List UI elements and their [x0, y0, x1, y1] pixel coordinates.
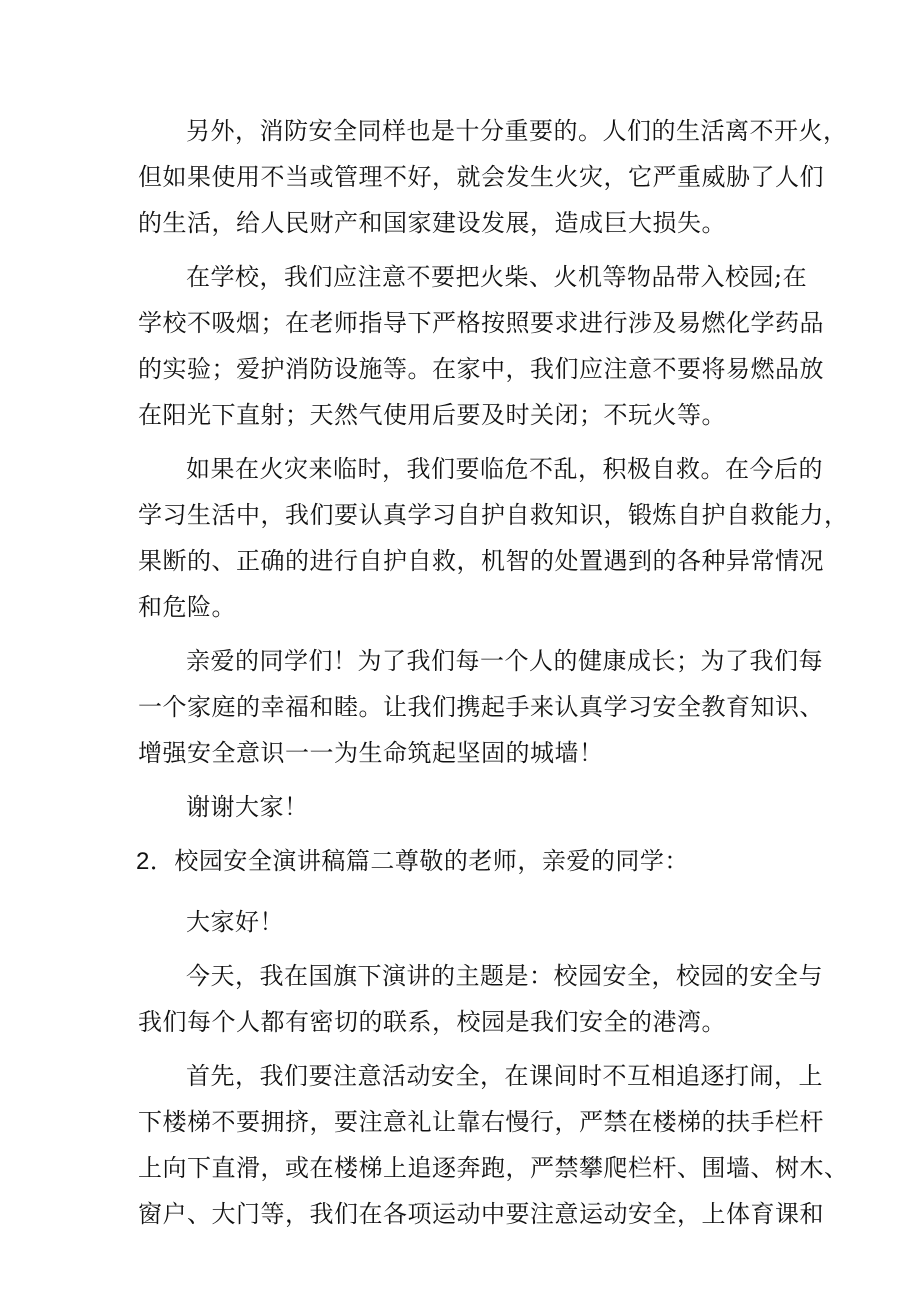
- section-campus-safety: [138, 899, 849, 1237]
- section-number: 2: [136, 848, 150, 875]
- text-line: 我们每个人都有密切的联系，校园是我们安全的港湾。: [138, 1008, 726, 1036]
- text-line: 谢谢大家！: [186, 793, 309, 821]
- section-heading-text: ．校园安全演讲稿篇二尊敬的老师，亲爱的同学：: [149, 847, 689, 875]
- text-line: 亲爱的同学们！为了我们每一个人的健康成长；为了我们每: [186, 647, 823, 675]
- paragraph-self-rescue: [138, 446, 849, 630]
- text-line: 一个家庭的幸福和睦。让我们携起手来认真学习安全教育知识、: [138, 693, 824, 721]
- paragraph-activity-safety: [138, 1053, 849, 1237]
- paragraph-call-to-action: [138, 638, 824, 776]
- paragraph-greeting: [138, 899, 788, 945]
- text-line: 的实验；爱护消防设施等。在家中，我们应注意不要将易燃品放: [138, 355, 824, 383]
- text-line: 学校不吸烟；在老师指导下严格按照要求进行涉及易燃化学药品: [138, 309, 824, 337]
- text-line: 首先，我们要注意活动安全，在课间时不互相追逐打闹，上: [186, 1062, 823, 1090]
- paragraph-fire-safety-intro: [138, 108, 848, 246]
- text-line: 下楼梯不要拥挤，要注意礼让靠右慢行，严禁在楼梯的扶手栏杆: [138, 1108, 824, 1136]
- paragraph-school-rules: [138, 254, 824, 438]
- section-fire-safety: [138, 108, 849, 830]
- section-heading: [136, 838, 788, 885]
- text-line: 另外，消防安全同样也是十分重要的。人们的生活离不开火，: [186, 117, 848, 145]
- text-line: 果断的、正确的进行自护自救，机智的处置遇到的各种异常情况: [138, 547, 824, 575]
- text-line: 上向下直滑，或在楼梯上追逐奔跑，严禁攀爬栏杆、围墙、树木、: [138, 1154, 849, 1182]
- text-line: 在学校，我们应注意不要把火柴、火机等物品带入校园;在: [186, 263, 808, 291]
- text-line: 的生活，给人民财产和国家建设发展，造成巨大损失。: [138, 209, 726, 237]
- text-line: 但如果使用不当或管理不好，就会发生火灾，它严重威胁了人们: [138, 163, 824, 191]
- paragraph-speech-topic: [138, 953, 823, 1045]
- text-line: 如果在火灾来临时，我们要临危不乱，积极自救。在今后的: [186, 455, 823, 483]
- paragraph-thanks: [138, 784, 788, 830]
- text-line: 大家好！: [186, 908, 284, 936]
- document-body: [136, 108, 849, 1237]
- text-line: 增强安全意识一一为生命筑起坚固的城墙！: [138, 739, 604, 767]
- text-line: 窗户、大门等，我们在各项运动中要注意运动安全，上体育课和: [138, 1200, 824, 1228]
- text-line: 学习生活中，我们要认真学习自护自救知识，锻炼自护自救能力，: [138, 501, 849, 529]
- text-line: 今天，我在国旗下演讲的主题是：校园安全，校园的安全与: [186, 962, 823, 990]
- text-line: 和危险。: [138, 593, 236, 621]
- text-line: 在阳光下直射；天然气使用后要及时关闭；不玩火等。: [138, 401, 726, 429]
